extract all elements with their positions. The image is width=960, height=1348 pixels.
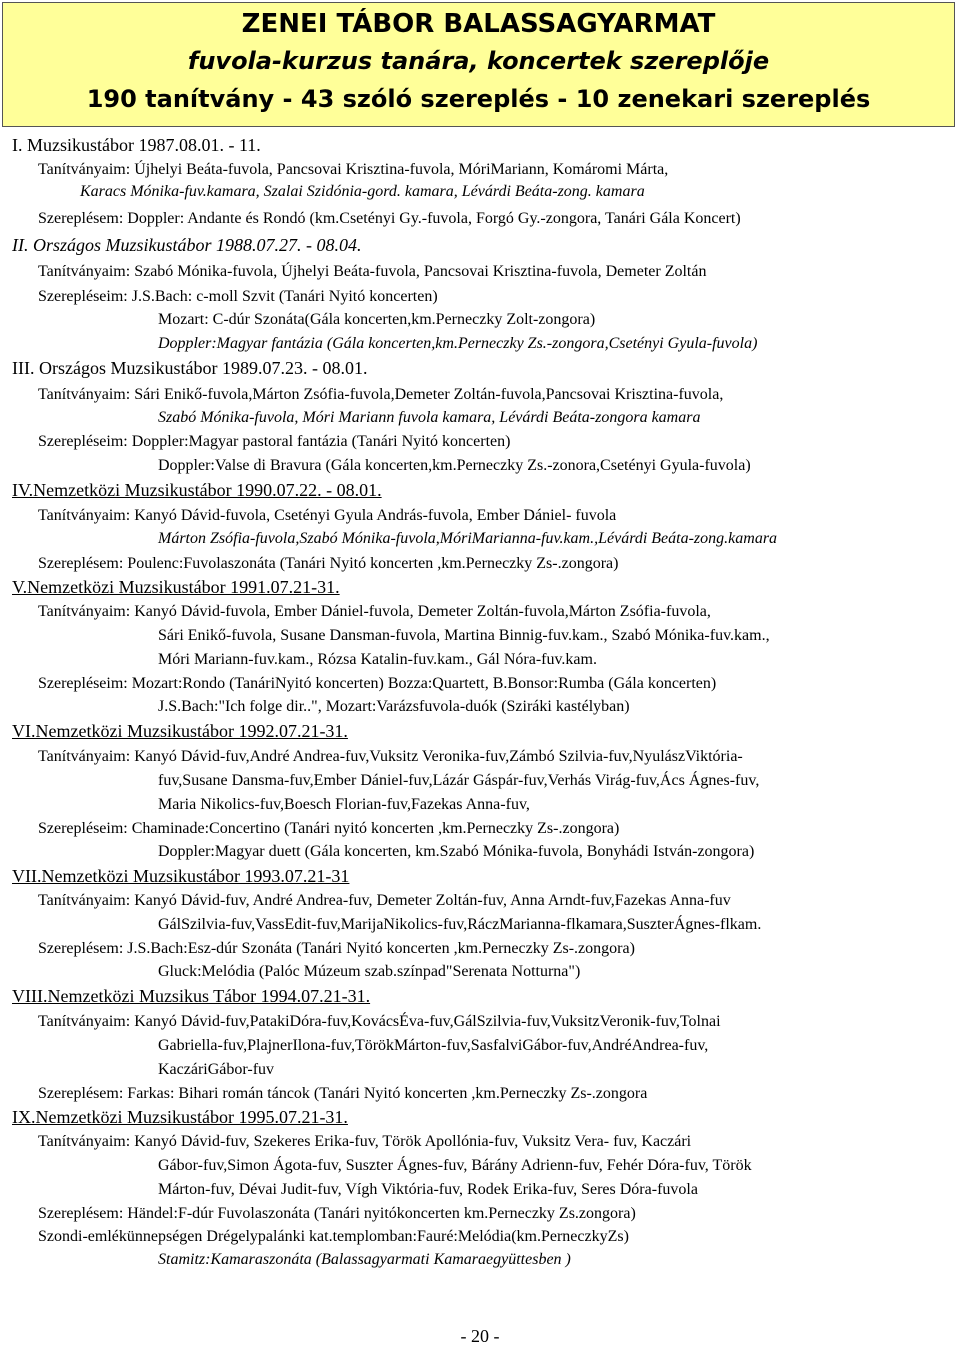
camp-line: Tanítványaim: Sári Enikő-fuvola,Márton Zsófia-fuvola,Demeter Zoltán-fuvola,Pancsovai Krisztina-fuvola,: [38, 386, 724, 403]
camp-line: Sári Enikő-fuvola, Susane Dansman-fuvola, Martina Binnig-fuv.kam., Szabó Mónika-fuv.kam.,: [158, 627, 770, 644]
camp-line: Szereplésem: Farkas: Bihari román táncok (Tanári Nyitó koncerten ,km.Perneczky Zs-.zongora: [38, 1085, 648, 1102]
camp-heading: VIII.Nemzetközi Muzsikus Tábor 1994.07.21-31.: [12, 986, 371, 1006]
document-subtitle: fuvola-kurzus tanára, koncertek szereplője: [187, 47, 770, 75]
camp-heading: V.Nemzetközi Muzsikustábor 1991.07.21-31.: [12, 577, 340, 597]
camp-line: Szerepléseim: Mozart:Rondo (TanáriNyitó koncerten) Bozza:Quartett, B.Bonsor:Rumba (Gála koncerten): [38, 675, 717, 692]
camp-line: Tanítványaim: Kanyó Dávid-fuv, Szekeres Erika-fuv, Török Apollónia-fuv, Vuksitz Vera- fuv, Kaczári: [38, 1133, 692, 1150]
camp-line: Tanítványaim: Kanyó Dávid-fuvola, Ember Dániel-fuvola, Demeter Zoltán-fuvola,Márton Zsófia-fuvola,: [38, 603, 711, 620]
camp-line: Maria Nikolics-fuv,Boesch Florian-fuv,Fazekas Anna-fuv,: [158, 796, 530, 813]
camp-line: Szerepléseim: Doppler:Magyar pastoral fantázia (Tanári Nyitó koncerten): [38, 433, 511, 450]
camp-line: Mozart: C-dúr Szonáta(Gála koncerten,km.Perneczky Zolt-zongora): [158, 311, 596, 328]
camp-line: Szabó Mónika-fuvola, Móri Mariann fuvola kamara, Lévárdi Beáta-zongora kamara: [158, 409, 701, 426]
camp-line: Doppler:Magyar duett (Gála koncerten, km.Szabó Mónika-fuvola, Bonyhádi István-zongora): [158, 843, 755, 860]
camp-line: Doppler:Magyar fantázia (Gála koncerten,km.Perneczky Zs.-zongora,Csetényi Gyula-fuvola): [158, 335, 758, 352]
camp-line: Tanítványaim: Újhelyi Beáta-fuvola, Pancsovai Krisztina-fuvola, MóriMariann, Komáromi Márta,: [38, 161, 669, 178]
camp-line: Szereplésem: J.S.Bach:Esz-dúr Szonáta (Tanári Nyitó koncerten ,km.Perneczky Zs-.zongora): [38, 940, 635, 957]
camp-line: Szondi-emlékünnepségen Drégelypalánki kat.templomban:Fauré:Melódia(km.PerneczkyZs): [38, 1228, 629, 1245]
camp-line: Tanítványaim: Kanyó Dávid-fuv, André Andrea-fuv, Demeter Zoltán-fuv, Anna Arndt-fuv,Fazekas Anna-fuv: [38, 892, 731, 909]
camp-line: KaczáriGábor-fuv: [158, 1061, 275, 1078]
camp-heading: IX.Nemzetközi Muzsikustábor 1995.07.21-31.: [12, 1107, 348, 1127]
camp-line: Gabriella-fuv,PlajnerIlona-fuv,TörökMárton-fuv,SasfalviGábor-fuv,AndréAndrea-fuv,: [158, 1037, 709, 1054]
camp-heading: II. Országos Muzsikustábor 1988.07.27. - 08.04.: [12, 235, 362, 255]
camp-heading: VII.Nemzetközi Muzsikustábor 1993.07.21-31: [12, 866, 350, 886]
camp-line: Gábor-fuv,Simon Ágota-fuv, Suszter Ágnes-fuv, Bárány Adrienn-fuv, Fehér Dóra-fuv, Török: [158, 1157, 752, 1174]
camp-heading: III. Országos Muzsikustábor 1989.07.23. - 08.01.: [12, 358, 368, 378]
camp-line: GálSzilvia-fuv,VassEdit-fuv,MarijaNikolics-fuv,RáczMarianna-flkamara,SuszterÁgnes-flkam.: [158, 916, 762, 933]
camp-line: Márton Zsófia-fuvola,Szabó Mónika-fuvola,MóriMarianna-fuv.kam.,Lévárdi Beáta-zong.kamara: [158, 530, 778, 547]
camp-line: Szereplésem: Poulenc:Fuvolaszonáta (Tanári Nyitó koncerten ,km.Perneczky Zs-.zongora): [38, 555, 619, 572]
camp-line: Tanítványaim: Kanyó Dávid-fuvola, Csetényi Gyula András-fuvola, Ember Dániel- fuvola: [38, 507, 617, 524]
camp-line: Szereplésem: Händel:F-dúr Fuvolaszonáta (Tanári nyitókoncerten km.Perneczky Zs.zongora): [38, 1205, 636, 1222]
page-number: - 20 -: [460, 1326, 500, 1346]
camp-line: Tanítványaim: Szabó Mónika-fuvola, Újhelyi Beáta-fuvola, Pancsovai Krisztina-fuvola, Demeter Zoltán: [38, 263, 707, 280]
camp-line: Szereplésem: Doppler: Andante és Rondó (km.Csetényi Gy.-fuvola, Forgó Gy.-zongora, Tanári Gála Koncert): [38, 210, 741, 227]
camp-line: Szerepléseim: Chaminade:Concertino (Tanári nyitó koncerten ,km.Perneczky Zs-.zongora): [38, 820, 620, 837]
camp-line: J.S.Bach:"Ich folge dir..", Mozart:Varázsfuvola-duók (Sziráki kastélyban): [158, 698, 630, 715]
camp-line: fuv,Susane Dansma-fuv,Ember Dániel-fuv,Lázár Gáspár-fuv,Verhás Virág-fuv,Ács Ágnes-fuv,: [158, 772, 760, 789]
document-stats: 190 tanítvány - 43 szóló szereplés - 10 zenekari szereplés: [86, 85, 871, 113]
camp-heading: I. Muzsikustábor 1987.08.01. - 11.: [12, 135, 261, 155]
camp-heading: IV.Nemzetközi Muzsikustábor 1990.07.22. - 08.01.: [12, 480, 382, 500]
camp-line: Márton-fuv, Dévai Judit-fuv, Vígh Viktória-fuv, Rodek Erika-fuv, Seres Dóra-fuvola: [158, 1181, 698, 1198]
camp-line: Tanítványaim: Kanyó Dávid-fuv,PatakiDóra-fuv,KovácsÉva-fuv,GálSzilvia-fuv,VuksitzVeronik-fuv,Tolnai: [38, 1013, 721, 1030]
camp-heading: VI.Nemzetközi Muzsikustábor 1992.07.21-31.: [12, 721, 348, 741]
camp-line: Móri Mariann-fuv.kam., Rózsa Katalin-fuv.kam., Gál Nóra-fuv.kam.: [158, 651, 597, 668]
camp-line: Tanítványaim: Kanyó Dávid-fuv,André Andrea-fuv,Vuksitz Veronika-fuv,Zámbó Szilvia-fuv,NyulászViktória-: [38, 748, 743, 765]
camp-line: Karacs Mónika-fuv.kamara, Szalai Szidónia-gord. kamara, Lévárdi Beáta-zong. kamara: [80, 183, 645, 200]
document-title: ZENEI TÁBOR BALASSAGYARMAT: [241, 9, 716, 39]
camp-line: Szerepléseim: J.S.Bach: c-moll Szvit (Tanári Nyitó koncerten): [38, 288, 438, 305]
header-banner: [2, 2, 955, 127]
camp-line: Doppler:Valse di Bravura (Gála koncerten,km.Perneczky Zs.-zonora,Csetényi Gyula-fuvola): [158, 457, 751, 474]
camp-line: Stamitz:Kamaraszonáta (Balassagyarmati Kamaraegyüttesben ): [158, 1251, 571, 1268]
camp-line: Gluck:Melódia (Palóc Múzeum szab.színpad"Serenata Notturna"): [158, 963, 581, 980]
